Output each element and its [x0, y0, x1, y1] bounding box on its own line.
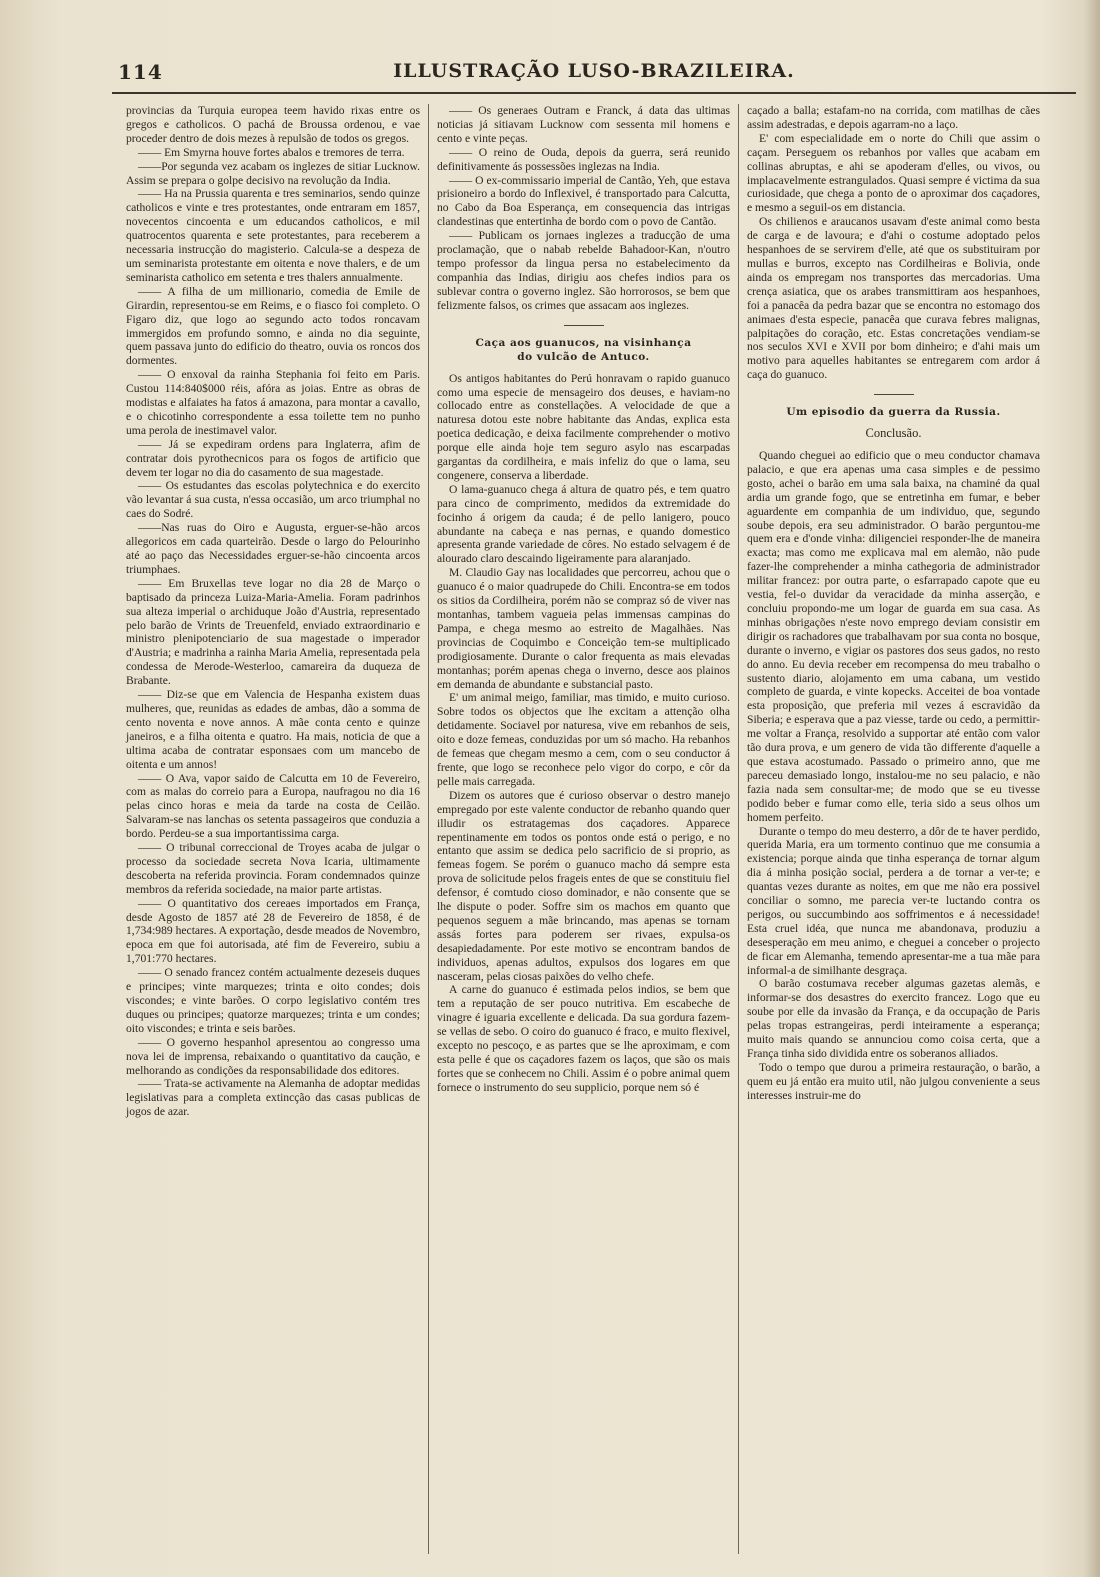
- article-paragraph: caçado a balla; estafam-no na corrida, com matilhas de cães assim adestradas, e depois agarram-no a laço.: [747, 104, 1040, 131]
- news-item: ——Nas ruas do Oiro e Augusta, erguer-se-hão arcos allegoricos em cada quarteirão. Desde o largo do Pelourinho até ao paço das Necessidades erguer-se-hão cincoenta arcos triumphaes.: [126, 521, 420, 576]
- section-divider: [874, 394, 914, 395]
- news-item: —— O governo hespanhol apresentou ao congresso uma nova lei de imprensa, rebaixando o quantitativo da caução, e melhorando as condições da responsabilidade dos editores.: [126, 1035, 420, 1077]
- article-heading-line: do vulcão de Antuco.: [517, 350, 650, 363]
- article-paragraph: Os antigos habitantes do Perú honravam o rapido guanuco como uma especie de mensageiro dos deuses, e haviam-no collocado entre as constellações. A velocidade de que a naturesa dotou este nobre habitante das Andas, explica esta poetica dedicação, e deixa facilmente comprehender o motivo porque elle ainda hoje tem seguro asylo nas escarpadas gargantas da cordilheira, e mais infeliz do que o lama, seu congenere, conserva a liberdade.: [437, 371, 730, 482]
- section-divider: [564, 325, 604, 326]
- news-item: —— O Ava, vapor saido de Calcutta em 10 de Fevereiro, com as malas do correio para a Europa, naufragou no dia 16 pelas cinco horas e meia da tarde na costa de Ceilão. Salvaram-se nas lanchas os setenta passageiros que conduzia a bordo. Perdeu-se a sua importantissima carga.: [126, 771, 420, 841]
- article-paragraph: O lama-guanuco chega á altura de quatro pés, e tem quatro para cinco de comprimento, medidos da extremidade do focinho á origem da cauda; é de pello lanigero, pouco abundante na cabeça e nas pernas, e quando domestico apresenta grande variedade de côres. No estado selvagem é de alourado claro descaindo ligeiramente para alaranjado.: [437, 482, 730, 566]
- news-item: —— Já se expediram ordens para Inglaterra, afim de contratar dois pyrothecnicos para os fogos de artificio que devem ter logar no dia do casamento de sua magestade.: [126, 437, 420, 479]
- masthead: ILLUSTRAÇÃO LUSO-BRAZILEIRA.: [393, 60, 795, 82]
- news-item: —— Trata-se activamente na Alemanha de adoptar medidas legislativas para a completa extincção das casas publicas de jogos de azar.: [126, 1077, 420, 1119]
- article-paragraph: E' um animal meigo, familiar, mas timido, e muito curioso. Sobre todos os objectos que lhe excitam a attenção olha detidamente. Sociavel por naturesa, vive em rebanhos de seis, oito e doze femeas, conduzidas por um só macho. Ha rebanhos de femeas que chegam mesmo a cem, com o seu conductor á frente, que logo se reconhece pelo vigor do corpo, e côr da pelle mais carregada.: [437, 691, 730, 788]
- article-paragraph: O barão costumava receber algumas gazetas alemãs, e informar-se dos desastres do exercito francez. Logo que eu soube por elle da invasão da França, e da occupação de Paris pelas tropas estrangeiras, perdi inteiramente a esperança; muito mais quando se annunciou como coisa certa, que a França tinha sido dividida entre os soberanos alliados.: [747, 977, 1040, 1060]
- article-paragraph: A carne do guanuco é estimada pelos indios, se bem que tem a reputação de ser pouco nutritiva. Em escabeche de vinagre é iguaria excellente e delicada. Da sua gordura fazem-se vellas de sebo. O coiro do guanuco é fraco, e muito flexivel, excepto no pescoço, e as partes que se lhe aproximam, e com esta pelle é que os caçadores fazem os laços, que são os mais fortes que se conhecem no Chili. Assim é o pobre animal quem fornece o instrumento do seu supplicio, porque nem só é: [437, 983, 730, 1094]
- article-paragraph: Quando cheguei ao edificio que o meu conductor chamava palacio, e que era apenas uma casa simples e de pessimo gosto, achei o barão em uma sala baixa, na chaminé da qual ardia um grande fogo, que se entretinha em fumar, e beber aguardente em companhia de um individuo, que, segundo soube depois, era seu administrador. O barão perguntou-me quem era e d'onde vinha: diligenciei responder-lhe de maneira exacta; mas como me explicava mal em alemão, não pude fazer-lhe comprehender a minha cathegoria de administrador militar francez: por outra parte, o esfarrapado capote que eu vestia, fel-o duvidar da veracidade da minha asserção, e concluiu propondo-me um logar de guarda em sua casa. As minhas obrigações n'este novo emprego deviam consistir em dirigir os rachadores que trabalhavam por sua conta no bosque, durante o inverno, e vigiar os pastores dos seus gados, no resto do anno. Eu devia receber em recompensa do meu trabalho o sustento diario, alojamento em uma cabana, um vestido completo de guarda, e vinte kopecks. Acceitei de boa vontade esta proposição, que preferia mil vezes á escravidão da Siberia; e esperava que a paz viesse, tarde ou cedo, a permittir-me voltar a França, resolvido a supportar até então com valor tão dura prova, e um genero de vida tão differente d'aquelle a que estava acostumado. Passado o primeiro anno, que me pareceu demasiado longo, instalou-me no seu palacio, e não fazia nada sem consultar-me; de modo que se eu tivesse podido beber e fumar como elle, teria sido a seus olhos um homem perfeito.: [747, 449, 1040, 824]
- news-item: —— A filha de um millionario, comedia de Emile de Girardin, representou-se em Reims, e o fiasco foi completo. O Figaro diz, que logo ao segundo acto todos roncavam immergidos em profundo somno, e ainda no dia seguinte, quem passava junto do edificio do theatro, ouvia os roncos dos dormentes.: [126, 284, 420, 368]
- news-item: —— Publicam os jornaes inglezes a traducção de uma proclamação, que o nabab rebelde Bahadoor-Kan, n'outro tempo professor da lingua persa no estabelecimento da companhia das Indias, dirigiu aos chefes indios para os sublevar contra o governo inglez. São horrorosos, se bem que felizmente falsos, os crimes que assacam aos inglezes.: [437, 229, 730, 312]
- page-header: [112, 52, 1076, 94]
- news-item: —— Diz-se que em Valencia de Hespanha existem duas mulheres, que, reunidas as edades de ambas, dão a somma de cento noventa e nove annos. A mãe conta cento e quinze janeiros, e a filha oitenta e quatro. Ha mais, noticia de que a ultima acaba de contratar esponsaes com um mancebo de oitenta e um annos!: [126, 688, 420, 771]
- news-item: —— O tribunal correccional de Troyes acaba de julgar o processo da sociedade secreta Nova Icaria, ultimamente descoberta na referida provincia. Foram condemnados quinze membros da referida sociedade, na maior parte artistas.: [126, 841, 420, 896]
- page-fold-shadow: [1084, 0, 1100, 1577]
- page-number: 114: [118, 60, 163, 84]
- article-paragraph: Os chilienos e araucanos usavam d'este animal como besta de carga e de lavoura; e d'ahi o costume adoptado pelos hespanhoes de se servirem d'elle, até que os substituiram por mullas e burros, excepto nas Cordilheiras e Bolivia, onde ainda os empregam nos transportes das mercadorias. Uma crença asiatica, que os arabes transmittiram aos hespanhoes, foi a panacêa da pedra bazar que se encontra no estomago dos animaes d'esta especie, panacêa que curava febres malignas, palpitações do coração, etc. Estas concretações vendiam-se nos seculos XVI e XVII por bom dinheiro; e d'ahi mais um motivo para aquelles habitantes se entregarem com ardor á caça do guanuco.: [747, 215, 1040, 382]
- news-item: —— Os estudantes das escolas polytechnica e do exercito vão levantar á sua custa, n'essa occasião, um arco triumphal no caes do Sodré.: [126, 479, 420, 521]
- news-item: provincias da Turquia europea teem havido rixas entre os gregos e catholicos. O pachá de Broussa ordenou, e vae proceder dentro de dois mezes à repulsão de todos os gregos.: [126, 104, 420, 145]
- article-heading-line: Caça aos guanucos, na visinhança: [475, 336, 692, 349]
- article-paragraph: E' com especialidade em o norte do Chili que assim o caçam. Perseguem os rebanhos por valles que acabam em collinas abruptas, e ahi se apoderam d'elles, ou vivos, ou implacavelmente estrangulados. Quasi sempre é victima da sua curiosidade, que chega a ponto de o aproximar dos caçadores, e mesmo a seguil-os em distancia.: [747, 131, 1040, 215]
- article-subheading: Conclusão.: [865, 426, 922, 441]
- news-item: —— O reino de Ouda, depois da guerra, será reunido definitivamente ás possessões inglezas na India.: [437, 145, 730, 173]
- news-item: —— Ha na Prussia quarenta e tres seminarios, sendo quinze catholicos e vinte e tres protestantes, onde entraram em 1857, novecentos cincoenta e um educandos catholicos, e mil quatrocentos quarenta e sete protestantes, para receberem a necessaria instrucção do magisterio. Calcula-se a despeza de um seminarista protestante em oitenta e nove thalers, e de um seminarista catholico em setenta e tres thalers annualmente.: [126, 187, 420, 284]
- text-columns: [118, 104, 1048, 1554]
- news-item: —— O senado francez contém actualmente dezeseis duques e principes; vinte marquezes; trinta e oito condes; dois viscondes; e vinte barões. O corpo legislativo contém tres duques ou principes; quatorze marquezes; trinta e um condes; oito viscondes; e trinta e seis barões.: [126, 966, 420, 1035]
- news-item: —— Em Smyrna houve fortes abalos e tremores de terra.: [138, 145, 405, 159]
- article-heading-russia: Um episodio da guerra da Russia.: [786, 406, 1001, 419]
- column-3: [738, 104, 1048, 1554]
- column-1: [118, 104, 428, 1554]
- news-item: ——Por segunda vez acabam os inglezes de sitiar Lucknow. Assim se prepara o golpe decisivo na revolução da India.: [126, 159, 420, 187]
- article-heading-guanuco: [437, 336, 730, 364]
- news-item: —— Em Bruxellas teve logar no dia 28 de Março o baptisado da princeza Luiza-Maria-Amelia. Foram padrinhos sua alteza imperial o archiduque João d'Austria, representado pelo barão de Vrints de Treuenfeld, enviado extraordinario e ministro plenipotenciario de sua magestade o imperador d'Austria; e madrinha a rainha Maria Amelia, representada pela condessa de Merode-Westerloo, camareira da duqueza de Brabante.: [126, 576, 420, 688]
- article-paragraph: Dizem os autores que é curioso observar o destro manejo empregado por este valente conductor de rebanho quando quer illudir os estratagemas dos caçadores. Apparece repentinamente em todos os pontos onde está o perigo, e no entanto que assim se dedica pelo sacrificio de si proprio, as femeas fogem. Se porém o guanuco macho dá sempre esta prova de solicitude pelos frageis entes de que se constituiu fiel defensor, é comtudo cioso dominador, e não consente que se lhe dispute o poder. Soffre sim os machos em quanto que pequenos seguem a mãe brincando, mas apenas se tornam assás fortes para poderem ser rivaes, expulsa-os desapiedadamente. Por este motivo se encontram bandos de individuos, apenas adultos, expulsos dos logares em que nasceram, pelas ciosas paixões do velho chefe.: [437, 788, 730, 983]
- news-item: —— O ex-commissario imperial de Cantão, Yeh, que estava prisioneiro a bordo do Inflexivel, é transportado para Calcutta, no Cabo da Boa Esperança, em consequencia das intrigas clandestinas que entertinha de bordo com o povo de Cantão.: [437, 173, 730, 229]
- column-2: [428, 104, 738, 1554]
- news-item: —— Os generaes Outram e Franck, á data das ultimas noticias já sitiavam Lucknow com sessenta mil homens e cento e vinte peças.: [437, 104, 730, 145]
- news-item: —— O quantitativo dos cereaes importados em França, desde Agosto de 1857 até 28 de Fevereiro de 1858, é de 1,734:989 hectares. A exportação, desde meados de Novembro, epoca em que foi autorisada, até fim de Fevereiro, subiu a 1,701:770 hectares.: [126, 896, 420, 966]
- news-item: —— O enxoval da rainha Stephania foi feito em Paris. Custou 114:840$000 réis, afóra as joias. Entre as obras de modistas e alfaiates ha fatos á amazona, para montar a cavallo, e o chicotinho correspondente a essa toilette tem no punho uma perola de inestimavel valor.: [126, 368, 420, 437]
- article-paragraph: M. Claudio Gay nas localidades que percorreu, achou que o guanuco é o maior quadrupede do Chili. Encontra-se em todos os sitios da Cordilheira, porém não se compraz só de viver nas montanhas, tambem vagueia pelas immensas campinas do Pampa, e chega mesmo ao estreito de Magalhães. Nas provincias de Coquimbo e Conceição tem-se multiplicado prodigiosamente. Durante o calor frequenta as mais elevadas montanhas; porém apenas chega o inverno, desce aos plainos em demanda de abundante e substancial pasto.: [437, 566, 730, 691]
- article-paragraph: Todo o tempo que durou a primeira restauração, o barão, a quem eu já então era muito util, não julgou conveniente a seus interesses instruir-me do: [747, 1060, 1040, 1102]
- article-paragraph: Durante o tempo do meu desterro, a dôr de te haver perdido, querida Maria, era um tormento continuo que me consumia a existencia; porque ainda que tinha esperança de tornar algum dia á minha posição social, perdera a de tornar a ver-te; e quantas vezes durante as noites, em que me não era possivel conciliar o somno, me parecia ver-te luctando contra os perigos, ou succumbindo aos soffrimentos e á necessidade! Esta cruel idéa, que nunca me abandonava, produziu a desesperação em meu animo, e cheguei a conceber o projecto de ficar em Alemanha, temendo apresentar-me a tua mãe para informal-a de similhante desgraça.: [747, 824, 1040, 977]
